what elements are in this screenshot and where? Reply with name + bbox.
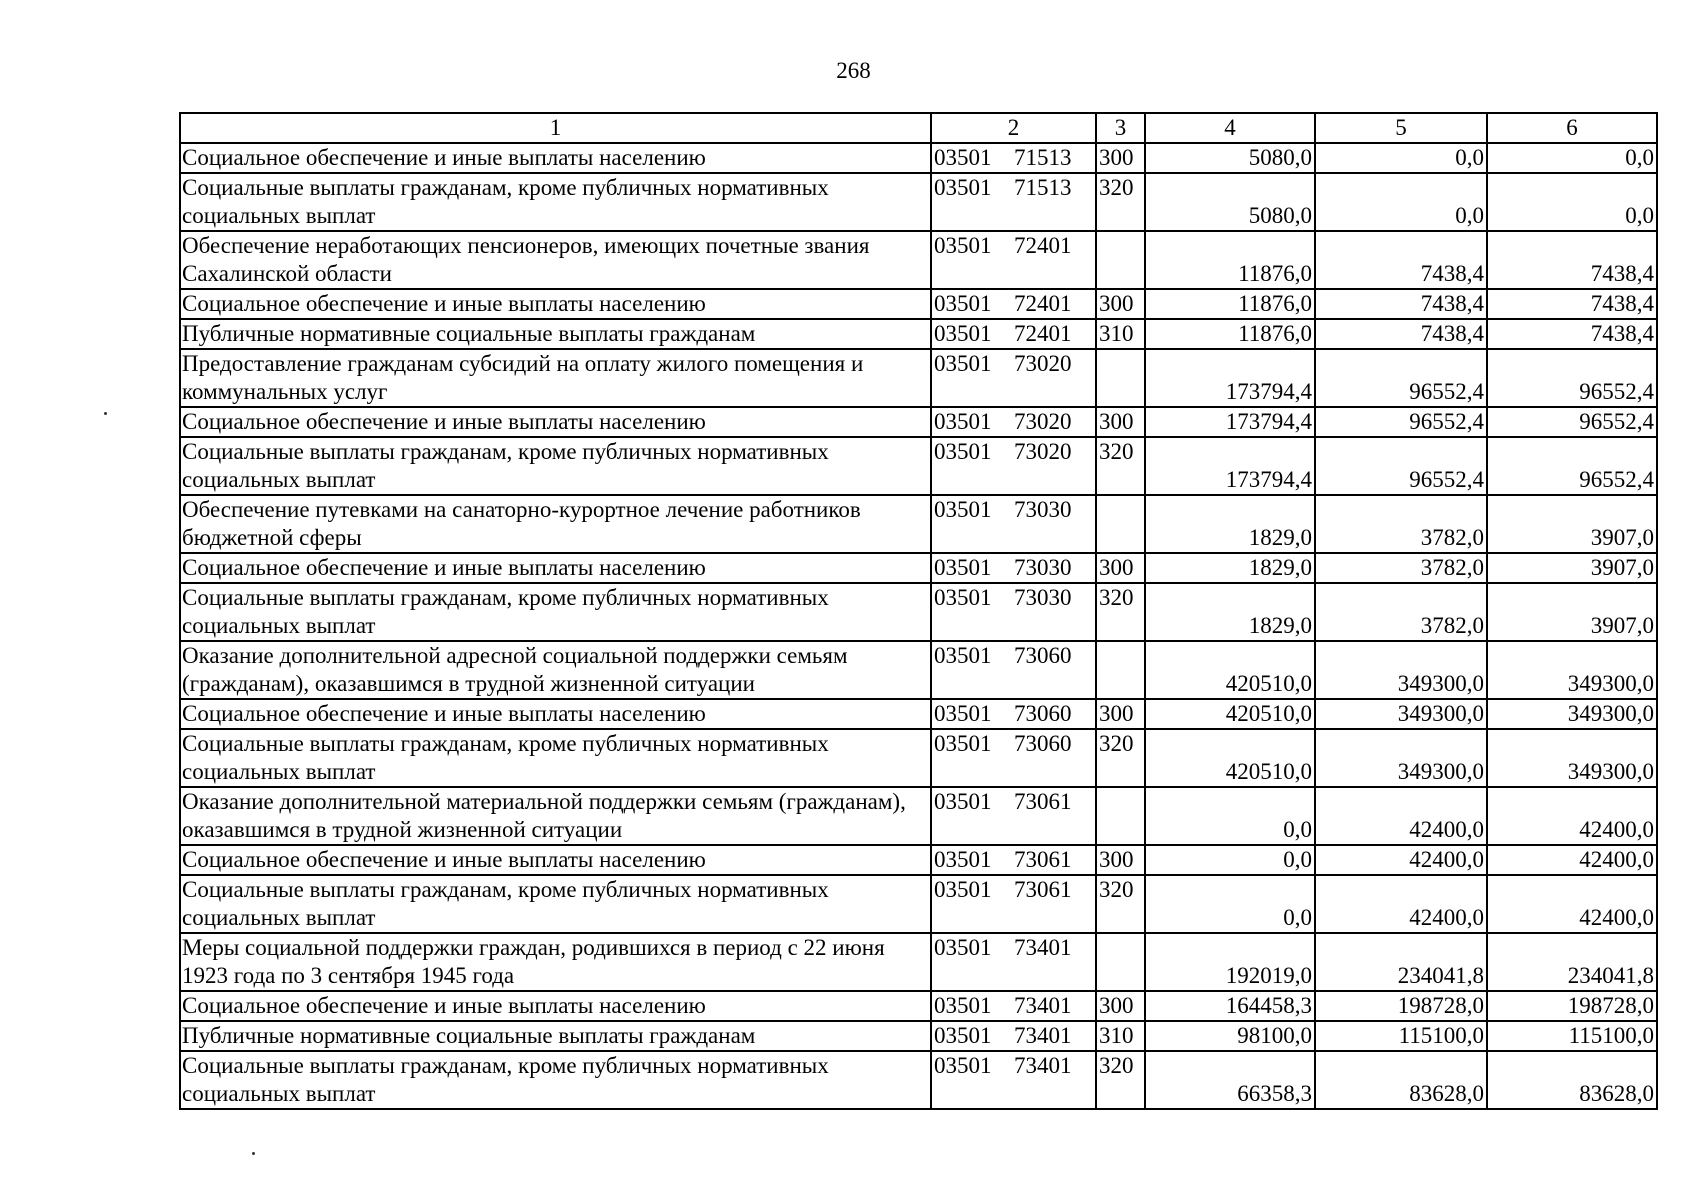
row-expense-type: 300 bbox=[1096, 553, 1145, 583]
row-expense-type: 310 bbox=[1096, 1021, 1145, 1051]
row-code-section: 03501 bbox=[934, 291, 992, 316]
row-value-4: 420510,0 bbox=[1145, 729, 1315, 787]
row-expense-type bbox=[1096, 231, 1145, 289]
row-value-5: 3782,0 bbox=[1315, 553, 1487, 583]
row-expense-type bbox=[1096, 933, 1145, 991]
table-row bbox=[180, 787, 1657, 845]
row-name: Обеспечение неработающих пенсионеров, имеющих почетные звания Сахалинской области bbox=[180, 231, 931, 289]
row-expense-type: 300 bbox=[1096, 699, 1145, 729]
row-code-section: 03501 bbox=[934, 555, 992, 580]
row-value-6: 83628,0 bbox=[1487, 1051, 1657, 1109]
row-code-article: 73060 bbox=[1014, 701, 1072, 726]
row-code-section: 03501 bbox=[934, 145, 992, 170]
table-body bbox=[180, 143, 1657, 1109]
row-code bbox=[931, 407, 1096, 437]
row-name: Социальное обеспечение и иные выплаты населению bbox=[180, 845, 931, 875]
row-code-section: 03501 bbox=[934, 935, 992, 960]
row-value-6: 3907,0 bbox=[1487, 553, 1657, 583]
scan-speck bbox=[104, 412, 107, 415]
row-code-article: 73020 bbox=[1014, 439, 1072, 464]
row-expense-type: 300 bbox=[1096, 845, 1145, 875]
row-value-5: 3782,0 bbox=[1315, 495, 1487, 553]
table-row bbox=[180, 1021, 1657, 1051]
row-name: Социальное обеспечение и иные выплаты населению bbox=[180, 407, 931, 437]
row-code-section: 03501 bbox=[934, 175, 992, 200]
row-value-5: 42400,0 bbox=[1315, 875, 1487, 933]
row-value-5: 96552,4 bbox=[1315, 349, 1487, 407]
row-code-article: 73061 bbox=[1014, 847, 1072, 872]
row-value-6: 96552,4 bbox=[1487, 407, 1657, 437]
row-value-5: 198728,0 bbox=[1315, 991, 1487, 1021]
row-value-5: 96552,4 bbox=[1315, 437, 1487, 495]
row-code-article: 73061 bbox=[1014, 877, 1072, 902]
row-value-5: 3782,0 bbox=[1315, 583, 1487, 641]
row-code-article: 73401 bbox=[1014, 935, 1072, 960]
row-value-5: 83628,0 bbox=[1315, 1051, 1487, 1109]
row-value-4: 420510,0 bbox=[1145, 699, 1315, 729]
table-row bbox=[180, 729, 1657, 787]
row-value-5: 96552,4 bbox=[1315, 407, 1487, 437]
row-code bbox=[931, 641, 1096, 699]
row-value-6: 115100,0 bbox=[1487, 1021, 1657, 1051]
row-name: Социальное обеспечение и иные выплаты населению bbox=[180, 143, 931, 173]
page-number: 268 bbox=[836, 58, 871, 83]
table-row bbox=[180, 349, 1657, 407]
row-code bbox=[931, 991, 1096, 1021]
row-value-5: 7438,4 bbox=[1315, 231, 1487, 289]
column-header: 4 bbox=[1145, 113, 1315, 143]
row-name: Социальные выплаты гражданам, кроме публичных нормативных социальных выплат bbox=[180, 583, 931, 641]
row-value-4: 173794,4 bbox=[1145, 407, 1315, 437]
row-code-section: 03501 bbox=[934, 351, 992, 376]
budget-table bbox=[179, 112, 1658, 1110]
row-code-section: 03501 bbox=[934, 439, 992, 464]
row-value-4: 173794,4 bbox=[1145, 349, 1315, 407]
table-row bbox=[180, 495, 1657, 553]
row-code-section: 03501 bbox=[934, 497, 992, 522]
row-name: Оказание дополнительной материальной поддержки семьям (гражданам), оказавшимся в трудной жизненной ситуации bbox=[180, 787, 931, 845]
row-code bbox=[931, 319, 1096, 349]
row-code bbox=[931, 437, 1096, 495]
row-value-6: 7438,4 bbox=[1487, 231, 1657, 289]
row-value-5: 42400,0 bbox=[1315, 787, 1487, 845]
row-value-4: 11876,0 bbox=[1145, 231, 1315, 289]
row-expense-type: 320 bbox=[1096, 583, 1145, 641]
row-name: Оказание дополнительной адресной социальной поддержки семьям (гражданам), оказавшимся в трудной жизненной ситуации bbox=[180, 641, 931, 699]
row-code bbox=[931, 231, 1096, 289]
row-value-4: 1829,0 bbox=[1145, 583, 1315, 641]
row-value-6: 7438,4 bbox=[1487, 319, 1657, 349]
row-value-5: 349300,0 bbox=[1315, 729, 1487, 787]
row-code-section: 03501 bbox=[934, 877, 992, 902]
row-value-6: 96552,4 bbox=[1487, 437, 1657, 495]
row-name: Социальное обеспечение и иные выплаты населению bbox=[180, 991, 931, 1021]
row-code bbox=[931, 583, 1096, 641]
row-value-4: 11876,0 bbox=[1145, 289, 1315, 319]
row-value-6: 349300,0 bbox=[1487, 729, 1657, 787]
row-name: Обеспечение путевками на санаторно-курортное лечение работников бюджетной сферы bbox=[180, 495, 931, 553]
row-expense-type: 300 bbox=[1096, 407, 1145, 437]
row-expense-type: 300 bbox=[1096, 143, 1145, 173]
row-code-section: 03501 bbox=[934, 993, 992, 1018]
row-value-4: 5080,0 bbox=[1145, 173, 1315, 231]
row-value-5: 7438,4 bbox=[1315, 289, 1487, 319]
column-header: 3 bbox=[1096, 113, 1145, 143]
row-value-6: 234041,8 bbox=[1487, 933, 1657, 991]
row-value-4: 420510,0 bbox=[1145, 641, 1315, 699]
row-code bbox=[931, 495, 1096, 553]
column-header: 6 bbox=[1487, 113, 1657, 143]
table-row bbox=[180, 875, 1657, 933]
row-name: Социальные выплаты гражданам, кроме публичных нормативных социальных выплат bbox=[180, 173, 931, 231]
row-code bbox=[931, 1051, 1096, 1109]
row-code-article: 73020 bbox=[1014, 409, 1072, 434]
row-code-section: 03501 bbox=[934, 701, 992, 726]
row-code-article: 73030 bbox=[1014, 555, 1072, 580]
row-code-article: 73401 bbox=[1014, 1023, 1072, 1048]
row-code-article: 72401 bbox=[1014, 233, 1072, 258]
table-row bbox=[180, 845, 1657, 875]
table-row bbox=[180, 319, 1657, 349]
table-row bbox=[180, 231, 1657, 289]
row-name: Социальное обеспечение и иные выплаты населению bbox=[180, 289, 931, 319]
row-value-4: 173794,4 bbox=[1145, 437, 1315, 495]
row-code-section: 03501 bbox=[934, 585, 992, 610]
row-value-5: 115100,0 bbox=[1315, 1021, 1487, 1051]
row-code-article: 73061 bbox=[1014, 789, 1072, 814]
row-code-section: 03501 bbox=[934, 321, 992, 346]
row-expense-type bbox=[1096, 641, 1145, 699]
row-code-article: 73060 bbox=[1014, 731, 1072, 756]
row-value-6: 42400,0 bbox=[1487, 875, 1657, 933]
row-code bbox=[931, 933, 1096, 991]
row-value-6: 3907,0 bbox=[1487, 495, 1657, 553]
scan-speck bbox=[252, 1152, 255, 1155]
row-value-5: 0,0 bbox=[1315, 173, 1487, 231]
row-code-section: 03501 bbox=[934, 233, 992, 258]
row-value-5: 234041,8 bbox=[1315, 933, 1487, 991]
row-value-5: 42400,0 bbox=[1315, 845, 1487, 875]
table-row bbox=[180, 407, 1657, 437]
row-name: Социальные выплаты гражданам, кроме публичных нормативных социальных выплат bbox=[180, 729, 931, 787]
row-expense-type: 320 bbox=[1096, 729, 1145, 787]
row-code-article: 73020 bbox=[1014, 351, 1072, 376]
row-expense-type bbox=[1096, 349, 1145, 407]
row-code-section: 03501 bbox=[934, 643, 992, 668]
row-code bbox=[931, 729, 1096, 787]
table-header-row bbox=[180, 113, 1657, 143]
row-value-4: 0,0 bbox=[1145, 845, 1315, 875]
row-code-article: 72401 bbox=[1014, 291, 1072, 316]
row-value-4: 1829,0 bbox=[1145, 495, 1315, 553]
row-code bbox=[931, 289, 1096, 319]
row-value-4: 98100,0 bbox=[1145, 1021, 1315, 1051]
row-name: Меры социальной поддержки граждан, родившихся в период с 22 июня 1923 года по 3 сентября 1945 года bbox=[180, 933, 931, 991]
row-code-article: 73030 bbox=[1014, 585, 1072, 610]
row-value-6: 349300,0 bbox=[1487, 699, 1657, 729]
row-value-6: 96552,4 bbox=[1487, 349, 1657, 407]
row-value-4: 164458,3 bbox=[1145, 991, 1315, 1021]
row-name: Социальные выплаты гражданам, кроме публичных нормативных социальных выплат bbox=[180, 875, 931, 933]
row-expense-type: 310 bbox=[1096, 319, 1145, 349]
row-expense-type: 300 bbox=[1096, 991, 1145, 1021]
row-expense-type bbox=[1096, 495, 1145, 553]
row-value-6: 7438,4 bbox=[1487, 289, 1657, 319]
table-row bbox=[180, 699, 1657, 729]
row-code-article: 73401 bbox=[1014, 1053, 1072, 1078]
row-code-article: 73060 bbox=[1014, 643, 1072, 668]
row-value-6: 42400,0 bbox=[1487, 845, 1657, 875]
row-code-article: 73030 bbox=[1014, 497, 1072, 522]
row-value-5: 0,0 bbox=[1315, 143, 1487, 173]
table-row bbox=[180, 143, 1657, 173]
row-value-4: 192019,0 bbox=[1145, 933, 1315, 991]
row-code-section: 03501 bbox=[934, 409, 992, 434]
row-name: Социальные выплаты гражданам, кроме публичных нормативных социальных выплат bbox=[180, 1051, 931, 1109]
row-value-5: 349300,0 bbox=[1315, 699, 1487, 729]
row-code bbox=[931, 1021, 1096, 1051]
row-code-article: 71513 bbox=[1014, 175, 1072, 200]
row-value-4: 66358,3 bbox=[1145, 1051, 1315, 1109]
row-code bbox=[931, 349, 1096, 407]
row-code-section: 03501 bbox=[934, 1023, 992, 1048]
row-code bbox=[931, 173, 1096, 231]
table-row bbox=[180, 289, 1657, 319]
row-code bbox=[931, 699, 1096, 729]
row-code-article: 71513 bbox=[1014, 145, 1072, 170]
row-code bbox=[931, 787, 1096, 845]
row-value-6: 42400,0 bbox=[1487, 787, 1657, 845]
row-value-6: 198728,0 bbox=[1487, 991, 1657, 1021]
row-expense-type: 300 bbox=[1096, 289, 1145, 319]
table-row bbox=[180, 991, 1657, 1021]
row-code bbox=[931, 553, 1096, 583]
table-row bbox=[180, 173, 1657, 231]
row-code bbox=[931, 845, 1096, 875]
column-header: 5 bbox=[1315, 113, 1487, 143]
row-code-section: 03501 bbox=[934, 731, 992, 756]
table-row bbox=[180, 583, 1657, 641]
row-name: Публичные нормативные социальные выплаты гражданам bbox=[180, 1021, 931, 1051]
row-value-4: 5080,0 bbox=[1145, 143, 1315, 173]
row-code-section: 03501 bbox=[934, 1053, 992, 1078]
table-row bbox=[180, 1051, 1657, 1109]
row-name: Социальные выплаты гражданам, кроме публичных нормативных социальных выплат bbox=[180, 437, 931, 495]
row-value-6: 0,0 bbox=[1487, 143, 1657, 173]
row-value-5: 7438,4 bbox=[1315, 319, 1487, 349]
row-name: Предоставление гражданам субсидий на оплату жилого помещения и коммунальных услуг bbox=[180, 349, 931, 407]
row-name: Социальное обеспечение и иные выплаты населению bbox=[180, 553, 931, 583]
row-expense-type bbox=[1096, 787, 1145, 845]
table-row bbox=[180, 641, 1657, 699]
row-value-4: 1829,0 bbox=[1145, 553, 1315, 583]
row-value-4: 0,0 bbox=[1145, 875, 1315, 933]
column-header: 2 bbox=[931, 113, 1096, 143]
row-value-6: 0,0 bbox=[1487, 173, 1657, 231]
row-value-4: 0,0 bbox=[1145, 787, 1315, 845]
row-code bbox=[931, 143, 1096, 173]
row-code bbox=[931, 875, 1096, 933]
row-code-article: 72401 bbox=[1014, 321, 1072, 346]
table-row bbox=[180, 437, 1657, 495]
row-expense-type: 320 bbox=[1096, 437, 1145, 495]
row-value-5: 349300,0 bbox=[1315, 641, 1487, 699]
row-code-article: 73401 bbox=[1014, 993, 1072, 1018]
row-value-4: 11876,0 bbox=[1145, 319, 1315, 349]
row-expense-type: 320 bbox=[1096, 875, 1145, 933]
row-value-6: 349300,0 bbox=[1487, 641, 1657, 699]
row-expense-type: 320 bbox=[1096, 173, 1145, 231]
column-header: 1 bbox=[180, 113, 931, 143]
table-row bbox=[180, 933, 1657, 991]
table-row bbox=[180, 553, 1657, 583]
row-expense-type: 320 bbox=[1096, 1051, 1145, 1109]
row-code-section: 03501 bbox=[934, 847, 992, 872]
row-name: Социальное обеспечение и иные выплаты населению bbox=[180, 699, 931, 729]
row-value-6: 3907,0 bbox=[1487, 583, 1657, 641]
row-name: Публичные нормативные социальные выплаты гражданам bbox=[180, 319, 931, 349]
row-code-section: 03501 bbox=[934, 789, 992, 814]
